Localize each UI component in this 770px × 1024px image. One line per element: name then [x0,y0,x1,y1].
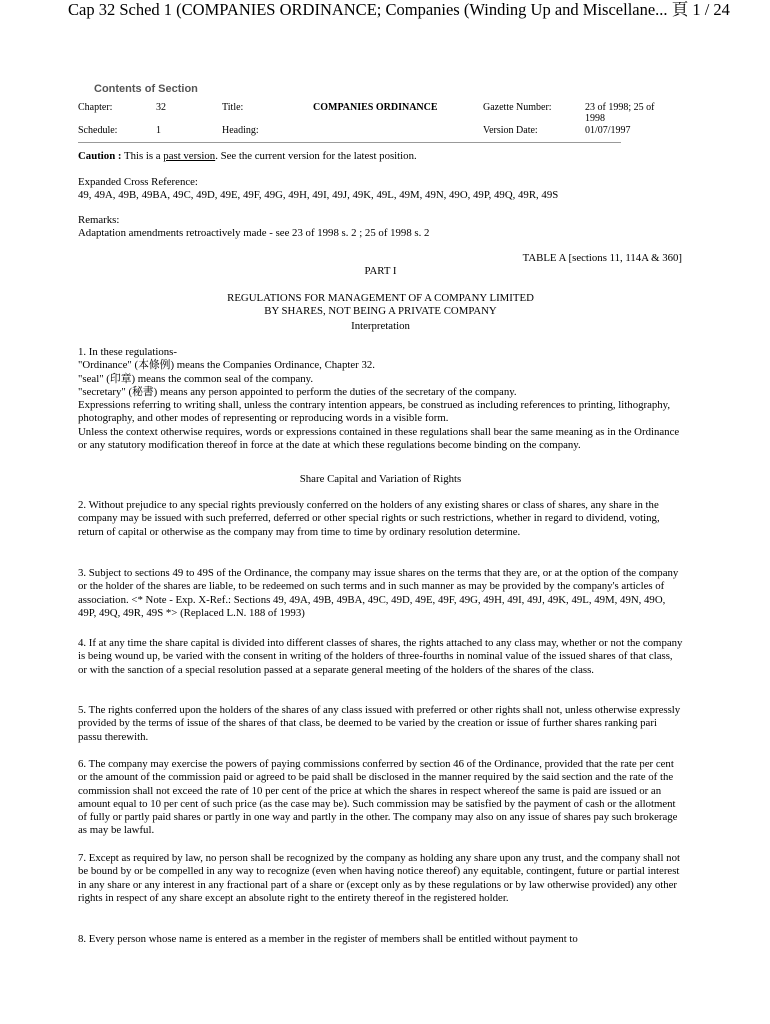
page-header-title: Cap 32 Sched 1 (COMPANIES ORDINANCE; Companies (Winding Up and Miscellane... [68,0,668,19]
regulations-title-line-1: REGULATIONS FOR MANAGEMENT OF A COMPANY LIMITED [227,292,534,304]
schedule-label: Schedule: [78,125,118,136]
section-title: Contents of Section [94,83,198,95]
regulation-2: 2. Without prejudice to any special rights previously conferred on the holders of any existing shares or class of shares, any share in the company may be issued with such preferred, deferred or other special rights or such restrictions, whether in regard to dividend, voting, return of capital or otherwise as the company may from time to time by ordinary resolution determine. [78,499,660,538]
title-label: Title: [222,102,244,113]
title-value: COMPANIES ORDINANCE [313,102,438,113]
regulations-title-line-2: BY SHARES, NOT BEING A PRIVATE COMPANY [264,305,497,317]
gazette-label: Gazette Number: [483,102,552,113]
schedule-value: 1 [156,125,161,136]
interpretation-block [78,346,683,452]
definition-ordinance: "Ordinance" (本條例) means the Companies Ordinance, Chapter 32. [78,359,375,372]
heading-label: Heading: [222,125,259,136]
chapter-value: 32 [156,102,166,113]
interpretation-heading: Interpretation [351,320,410,332]
gazette-value: 23 of 1998; 25 of 1998 [585,102,655,124]
remarks-label: Remarks: [78,214,120,226]
remarks-value: Adaptation amendments retroactively made - see 23 of 1998 s. 2 ; 25 of 1998 s. 2 [78,227,430,240]
caution-text-before: This is a [121,150,164,162]
definition-secretary: "secretary" (秘書) means any person appointed to perform the duties of the secretary of the company. [78,385,517,398]
cross-reference-label: Expanded Cross Reference: [78,176,198,188]
header-divider [78,142,621,143]
page-header [68,0,758,20]
regulation-3: 3. Subject to sections 49 to 49S of the Ordinance, the company may issue shares on the terms that they are, or at the option of the company or the holder of the shares are liable, to be redeemed on such terms and in such manner as may be provided by the company's articles of association. <* Note - Exp. X-Ref.: Sections 49, 49A, 49B, 49BA, 49C, 49D, 49E, 49F, 49G, 49H, 49I, 49J, 49K, 49L, 49M, 49N, 49O, 49P, 49Q, 49R, 49S *> (Replaced L.N. 188 of 1993) [78,567,679,619]
table-a-reference: TABLE A [sections 11, 114A & 360] [522,252,682,264]
caution-line [78,150,683,163]
regulation-1-intro: 1. In these regulations- [78,346,177,358]
context-meaning: Unless the context otherwise requires, words or expressions contained in these regulations shall bear the same meaning as in the Ordinance or any statutory modification thereof in force at the date at which these regulations become binding on the company. [78,425,680,452]
version-value: 01/07/1997 [585,125,631,136]
caution-text-after: . See the current version for the latest position. [215,150,417,162]
regulation-5: 5. The rights conferred upon the holders of the shares of any class issued with preferred or other rights shall not, unless otherwise expressly provided by the terms of issue of the shares of that class, be deemed to be varied by the creation or issue of further shares ranking pari passu therewith. [78,704,681,743]
share-capital-heading: Share Capital and Variation of Rights [299,473,462,485]
page-indicator: 頁 1 / 24 [671,0,730,19]
cross-reference [78,176,683,203]
cross-reference-value: 49, 49A, 49B, 49BA, 49C, 49D, 49E, 49F, 49G, 49H, 49I, 49J, 49K, 49L, 49M, 49N, 49O, 49P, 49Q, 49R, 49S [78,189,559,202]
part-heading: PART I [364,265,397,277]
regulation-6: 6. The company may exercise the powers of paying commissions conferred by section 46 of the Ordinance, provided that the rate per cent or the amount of the commission paid or agreed to be paid shall be disclosed in the manner required by the said section and the rate of the commission shall not exceed the rate of 10 per cent of the price at which the shares in respect whereof the same is paid are issued or an amount equal to 10 per cent of such price (as the case may be). Such commission may be satisfied by the payment of cash or the allotment of fully or partly paid shares or partly in one way and partly in the other. The company may also on any issue of shares pay such brokerage as may be lawful. [78,758,678,837]
regulation-8: 8. Every person whose name is entered as a member in the register of members shall be entitled without payment to [78,933,578,945]
version-label: Version Date: [483,125,538,136]
past-version-link[interactable]: past version [163,150,216,162]
writing-expressions: Expressions referring to writing shall, unless the contrary intention appears, be construed as including references to printing, lithography, photography, and other modes of representing or reproducing words in a visible form. [78,399,671,425]
regulation-4: 4. If at any time the share capital is divided into different classes of shares, the rights attached to any class may, whether or not the company is being wound up, be varied with the consent in writing of the holders of three-fourths in nominal value of the issued shares of that class, or with the sanction of a special resolution passed at a separate general meeting of the holders of the shares of the class. [78,637,683,676]
caution-label: Caution : [78,150,122,162]
chapter-label: Chapter: [78,102,113,113]
regulation-7: 7. Except as required by law, no person shall be recognized by the company as holding any share upon any trust, and the company shall not be bound by or be compelled in any way to recognize (even when having notice thereof) any equitable, contingent, future or partial interest in any share or any interest in any fractional part of a share or (except only as by these regulations or by law otherwise provided) any other rights in respect of any share except an absolute right to the entirety thereof in the registered holder. [78,852,680,904]
remarks [78,214,683,241]
definition-seal: "seal" (印章) means the common seal of the company. [78,372,314,385]
